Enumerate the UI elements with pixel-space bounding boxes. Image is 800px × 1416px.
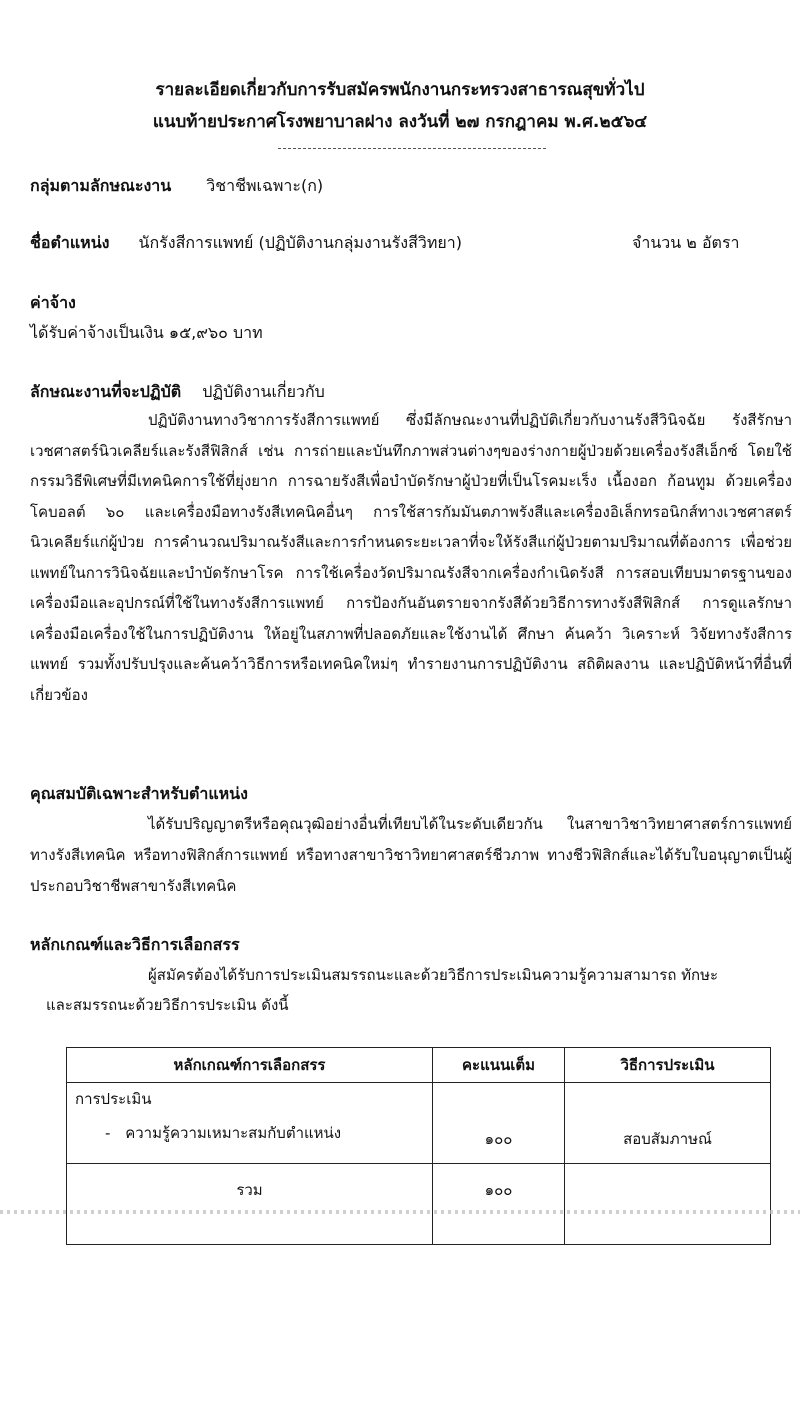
duties-heading-row bbox=[30, 380, 325, 405]
table-header-score: คะแนนเต็ม bbox=[433, 1048, 565, 1083]
duties-text: ปฏิบัติงานทางวิชาการรังสีการแพทย์ ซึ่งมีลักษณะงานที่ปฏิบัติเกี่ยวกับงานรังสีวินิจฉัย รังสีรักษาเวชศาสตร์นิวเคลียร์และรังสีฟิสิกส์ เช่น การถ่ายและบันทึกภาพส่วนต่างๆของร่างกายผู้ป่วยด้วยเครื่องรังสีเอ็กซ์ โดยใช้กรรมวิธีพิเศษที่มีเทคนิคการใช้ที่ยุ่งยาก การฉายรังสีเพื่อบำบัดรักษาผู้ป่วยที่เป็นโรคมะเร็ง เนื้องอก ก้อนทูม ด้วยเครื่องโคบอลต์ ๖๐ และเครื่องมือทางรังสีเทคนิคอื่นๆ การใช้สารกัมมันตภาพรังสีและเครื่องอิเล็กทรอนิกส์ทางเวชศาสตร์นิวเคลียร์แก่ผู้ป่วย การคำนวณปริมาณรังสีและการกำหนดระยะเวลาที่จะให้รังสีแก่ผู้ป่วยตามปริมาณที่ต้องการ เพื่อช่วยแพทย์ในการวินิจฉัยและบำบัดรักษาโรค การใช้เครื่องวัดปริมาณรังสีจากเครื่องกำเนิดรังสี การสอบเทียบมาตรฐานของเครื่องมือและอุปกรณ์ที่ใช้ในทางรังสีการแพทย์ การป้องกันอันตรายจากรังสีด้วยวิธีการทางรังสีฟิสิกส์ การดูแลรักษาเครื่องมือเครื่องใช้ในการปฏิบัติงาน ให้อยู่ในสภาพที่ปลอดภัยและใช้งานได้ ศึกษา ค้นคว้า วิเคราะห์ วิจัยทางรังสีการแพทย์ รวมทั้งปรับปรุงและค้นคว้าวิธีการหรือเทคนิคใหม่ๆ ทำรายงานการปฏิบัติงาน สถิติผลงาน และปฏิบัติหน้าที่อื่นที่เกี่ยวข้อง bbox=[30, 411, 792, 704]
document-title-line2: แนบท้ายประกาศโรงพยาบาลฝาง ลงวันที่ ๒๗ กรกฎาคม พ.ศ.๒๕๖๔ bbox=[152, 112, 648, 132]
position-count: จำนวน ๒ อัตรา bbox=[632, 233, 740, 252]
table-header-row bbox=[67, 1048, 771, 1083]
job-group-row bbox=[30, 174, 323, 199]
table-criterion: ความรู้ความเหมาะสมกับตำแหน่ง bbox=[125, 1124, 342, 1142]
document-title-line1: รายละเอียดเกี่ยวกับการรับสมัครพนักงานกระทรวงสาธารณสุขทั่วไป bbox=[155, 80, 645, 100]
table-total-method bbox=[565, 1164, 771, 1245]
table-total-score: ๑๐๐ bbox=[433, 1164, 565, 1245]
job-group-label: กลุ่มตามลักษณะงาน bbox=[30, 176, 172, 195]
selection-text-line2: และสมรรถนะด้วยวิธีการประเมิน ดังนี้ bbox=[46, 996, 289, 1014]
table-total-label: รวม bbox=[67, 1164, 433, 1245]
table-cell-criteria bbox=[67, 1083, 433, 1164]
qualifications-text: ได้รับปริญญาตรีหรือคุณวุฒิอย่างอื่นที่เทียบได้ในระดับเดียวกัน ในสาขาวิชาวิทยาศาสตร์การแพทย์ ทางรังสีเทคนิค หรือทางฟิสิกส์การแพทย์ หรือทางสาขาวิชาวิทยาศาสตร์ชีวภาพ ทางชีวฟิสิกส์และได้รับใบอนุญาตเป็นผู้ประกอบวิชาชีพสาขารังสีเทคนิค bbox=[30, 815, 792, 895]
position-value: นักรังสีการแพทย์ (ปฏิบัติงานกลุ่มงานรังสีวิทยา) bbox=[138, 233, 462, 252]
position-row bbox=[30, 231, 462, 256]
table-criterion-dash: - bbox=[105, 1124, 111, 1142]
job-group-value: วิชาชีพเฉพาะ(ก) bbox=[206, 176, 324, 195]
position-label: ชื่อตำแหน่ง bbox=[30, 233, 110, 252]
duties-paragraph bbox=[30, 405, 792, 710]
table-row bbox=[67, 1083, 771, 1164]
selection-text-line1: ผู้สมัครต้องได้รับการประเมินสมรรถนะและด้วยวิธีการประเมินความรู้ความสามารถ ทักษะ bbox=[148, 966, 719, 984]
qualifications-paragraph bbox=[30, 809, 792, 902]
table-cell-method: สอบสัมภาษณ์ bbox=[565, 1083, 771, 1164]
table-cell-score: ๑๐๐ bbox=[433, 1083, 565, 1164]
duties-heading-suffix: ปฏิบัติงานเกี่ยวกับ bbox=[202, 382, 325, 401]
table-header-method: วิธีการประเมิน bbox=[565, 1048, 771, 1083]
qualifications-heading: คุณสมบัติเฉพาะสำหรับตำแหน่ง bbox=[30, 784, 248, 803]
table-section-label: การประเมิน bbox=[75, 1090, 152, 1108]
title-divider bbox=[278, 148, 546, 149]
wage-text: ได้รับค่าจ้างเป็นเงิน ๑๕,๙๖๐ บาท bbox=[30, 323, 263, 342]
duties-heading: ลักษณะงานที่จะปฏิบัติ bbox=[30, 382, 182, 401]
wage-heading: ค่าจ้าง bbox=[30, 293, 76, 312]
scan-artifact bbox=[0, 1210, 800, 1214]
table-total-row bbox=[67, 1164, 771, 1245]
selection-criteria-table bbox=[66, 1047, 771, 1245]
selection-heading: หลักเกณฑ์และวิธีการเลือกสรร bbox=[30, 935, 240, 954]
table-criterion-line bbox=[75, 1121, 424, 1145]
table-header-criteria: หลักเกณฑ์การเลือกสรร bbox=[67, 1048, 433, 1083]
